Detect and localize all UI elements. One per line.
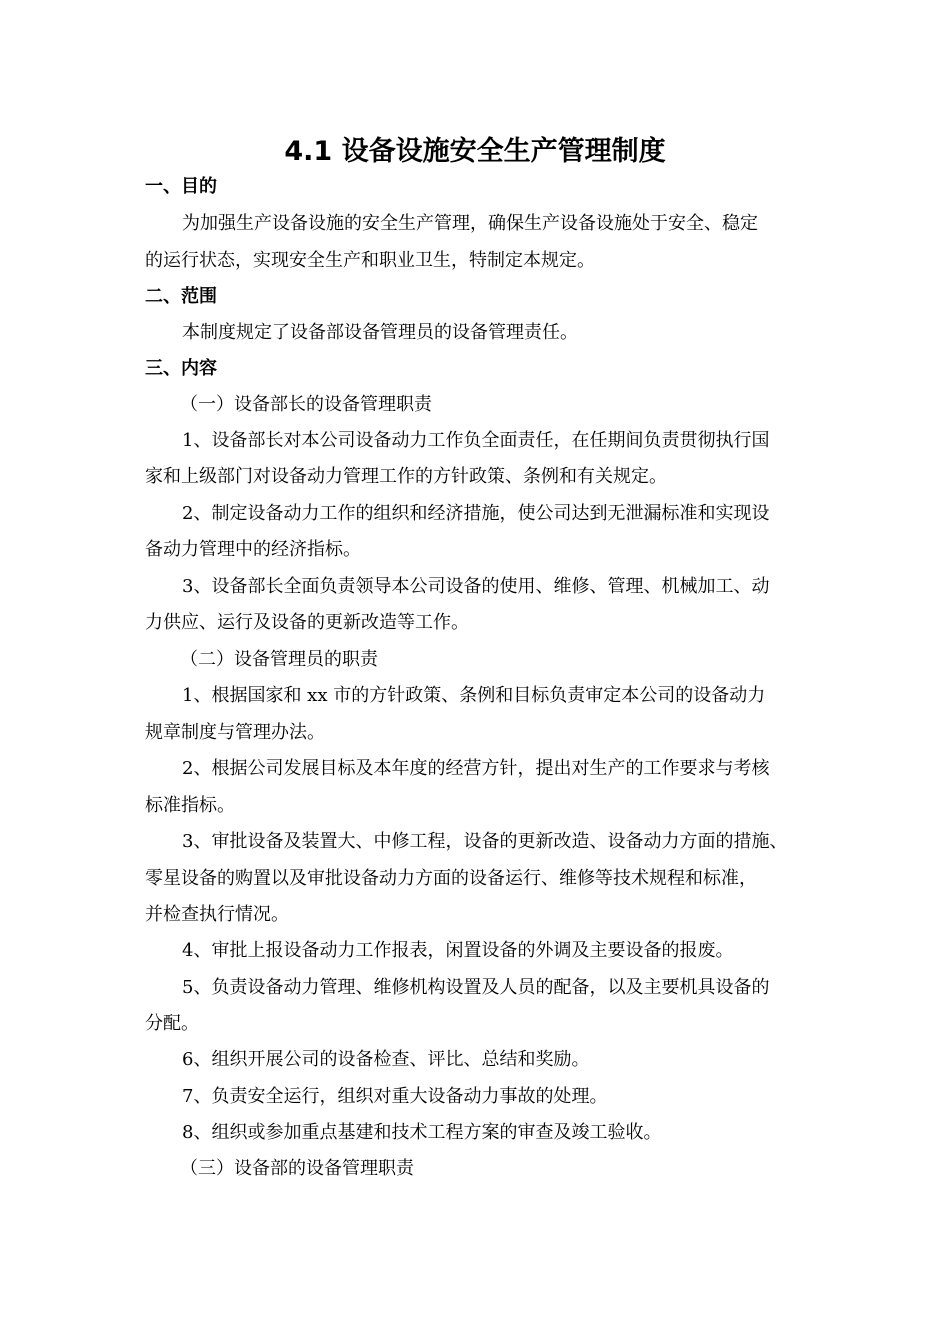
- paragraph-line: 8、组织或参加重点基建和技术工程方案的审查及竣工验收。: [182, 1122, 662, 1143]
- paragraph-line: 4、审批上报设备动力工作报表，闲置设备的外调及主要设备的报废。: [182, 940, 734, 961]
- paragraph-line: 零星设备的购置以及审批设备动力方面的设备运行、维修等技术规程和标准，: [145, 868, 757, 889]
- paragraph-line: 1、根据国家和 xx 市的方针政策、条例和目标负责审定本公司的设备动力: [182, 685, 766, 706]
- paragraph-line: 规章制度与管理办法。: [145, 722, 325, 743]
- paragraph-line: 标准指标。: [145, 795, 235, 816]
- paragraph-line: 5、负责设备动力管理、维修机构设置及人员的配备，以及主要机具设备的: [182, 977, 770, 998]
- paragraph-line: 6、组织开展公司的设备检查、评比、总结和奖励。: [182, 1049, 590, 1070]
- paragraph-line: 3、审批设备及装置大、中修工程，设备的更新改造、设备动力方面的措施、: [182, 831, 788, 852]
- paragraph-line: 本制度规定了设备部设备管理员的设备管理责任。: [182, 322, 578, 343]
- section-heading: 三、内容: [145, 358, 217, 379]
- subsection-heading: （一）设备部长的设备管理职责: [180, 394, 432, 415]
- document-title: 4.1 设备设施安全生产管理制度: [284, 136, 666, 167]
- subsection-heading: （三）设备部的设备管理职责: [180, 1158, 414, 1179]
- paragraph-line: 2、根据公司发展目标及本年度的经营方针，提出对生产的工作要求与考核: [182, 758, 770, 779]
- paragraph-line: 2、制定设备动力工作的组织和经济措施，使公司达到无泄漏标准和实现设: [182, 503, 770, 524]
- subsection-heading: （二）设备管理员的职责: [180, 649, 378, 670]
- section-heading: 二、范围: [145, 286, 217, 307]
- section-heading: 一、目的: [145, 176, 217, 197]
- paragraph-line: 分配。: [145, 1013, 199, 1034]
- paragraph-line: 并检查执行情况。: [145, 904, 289, 925]
- paragraph-line: 备动力管理中的经济指标。: [145, 539, 361, 560]
- paragraph-line: 的运行状态，实现安全生产和职业卫生，特制定本规定。: [145, 250, 595, 271]
- paragraph-line: 3、设备部长全面负责领导本公司设备的使用、维修、管理、机械加工、动: [182, 576, 770, 597]
- paragraph-line: 1、设备部长对本公司设备动力工作负全面责任，在任期间负责贯彻执行国: [182, 430, 770, 451]
- paragraph-line: 为加强生产设备设施的安全生产管理，确保生产设备设施处于安全、稳定: [182, 213, 758, 234]
- paragraph-line: 家和上级部门对设备动力管理工作的方针政策、条例和有关规定。: [145, 466, 667, 487]
- paragraph-line: 力供应、运行及设备的更新改造等工作。: [145, 612, 469, 633]
- paragraph-line: 7、负责安全运行，组织对重大设备动力事故的处理。: [182, 1086, 608, 1107]
